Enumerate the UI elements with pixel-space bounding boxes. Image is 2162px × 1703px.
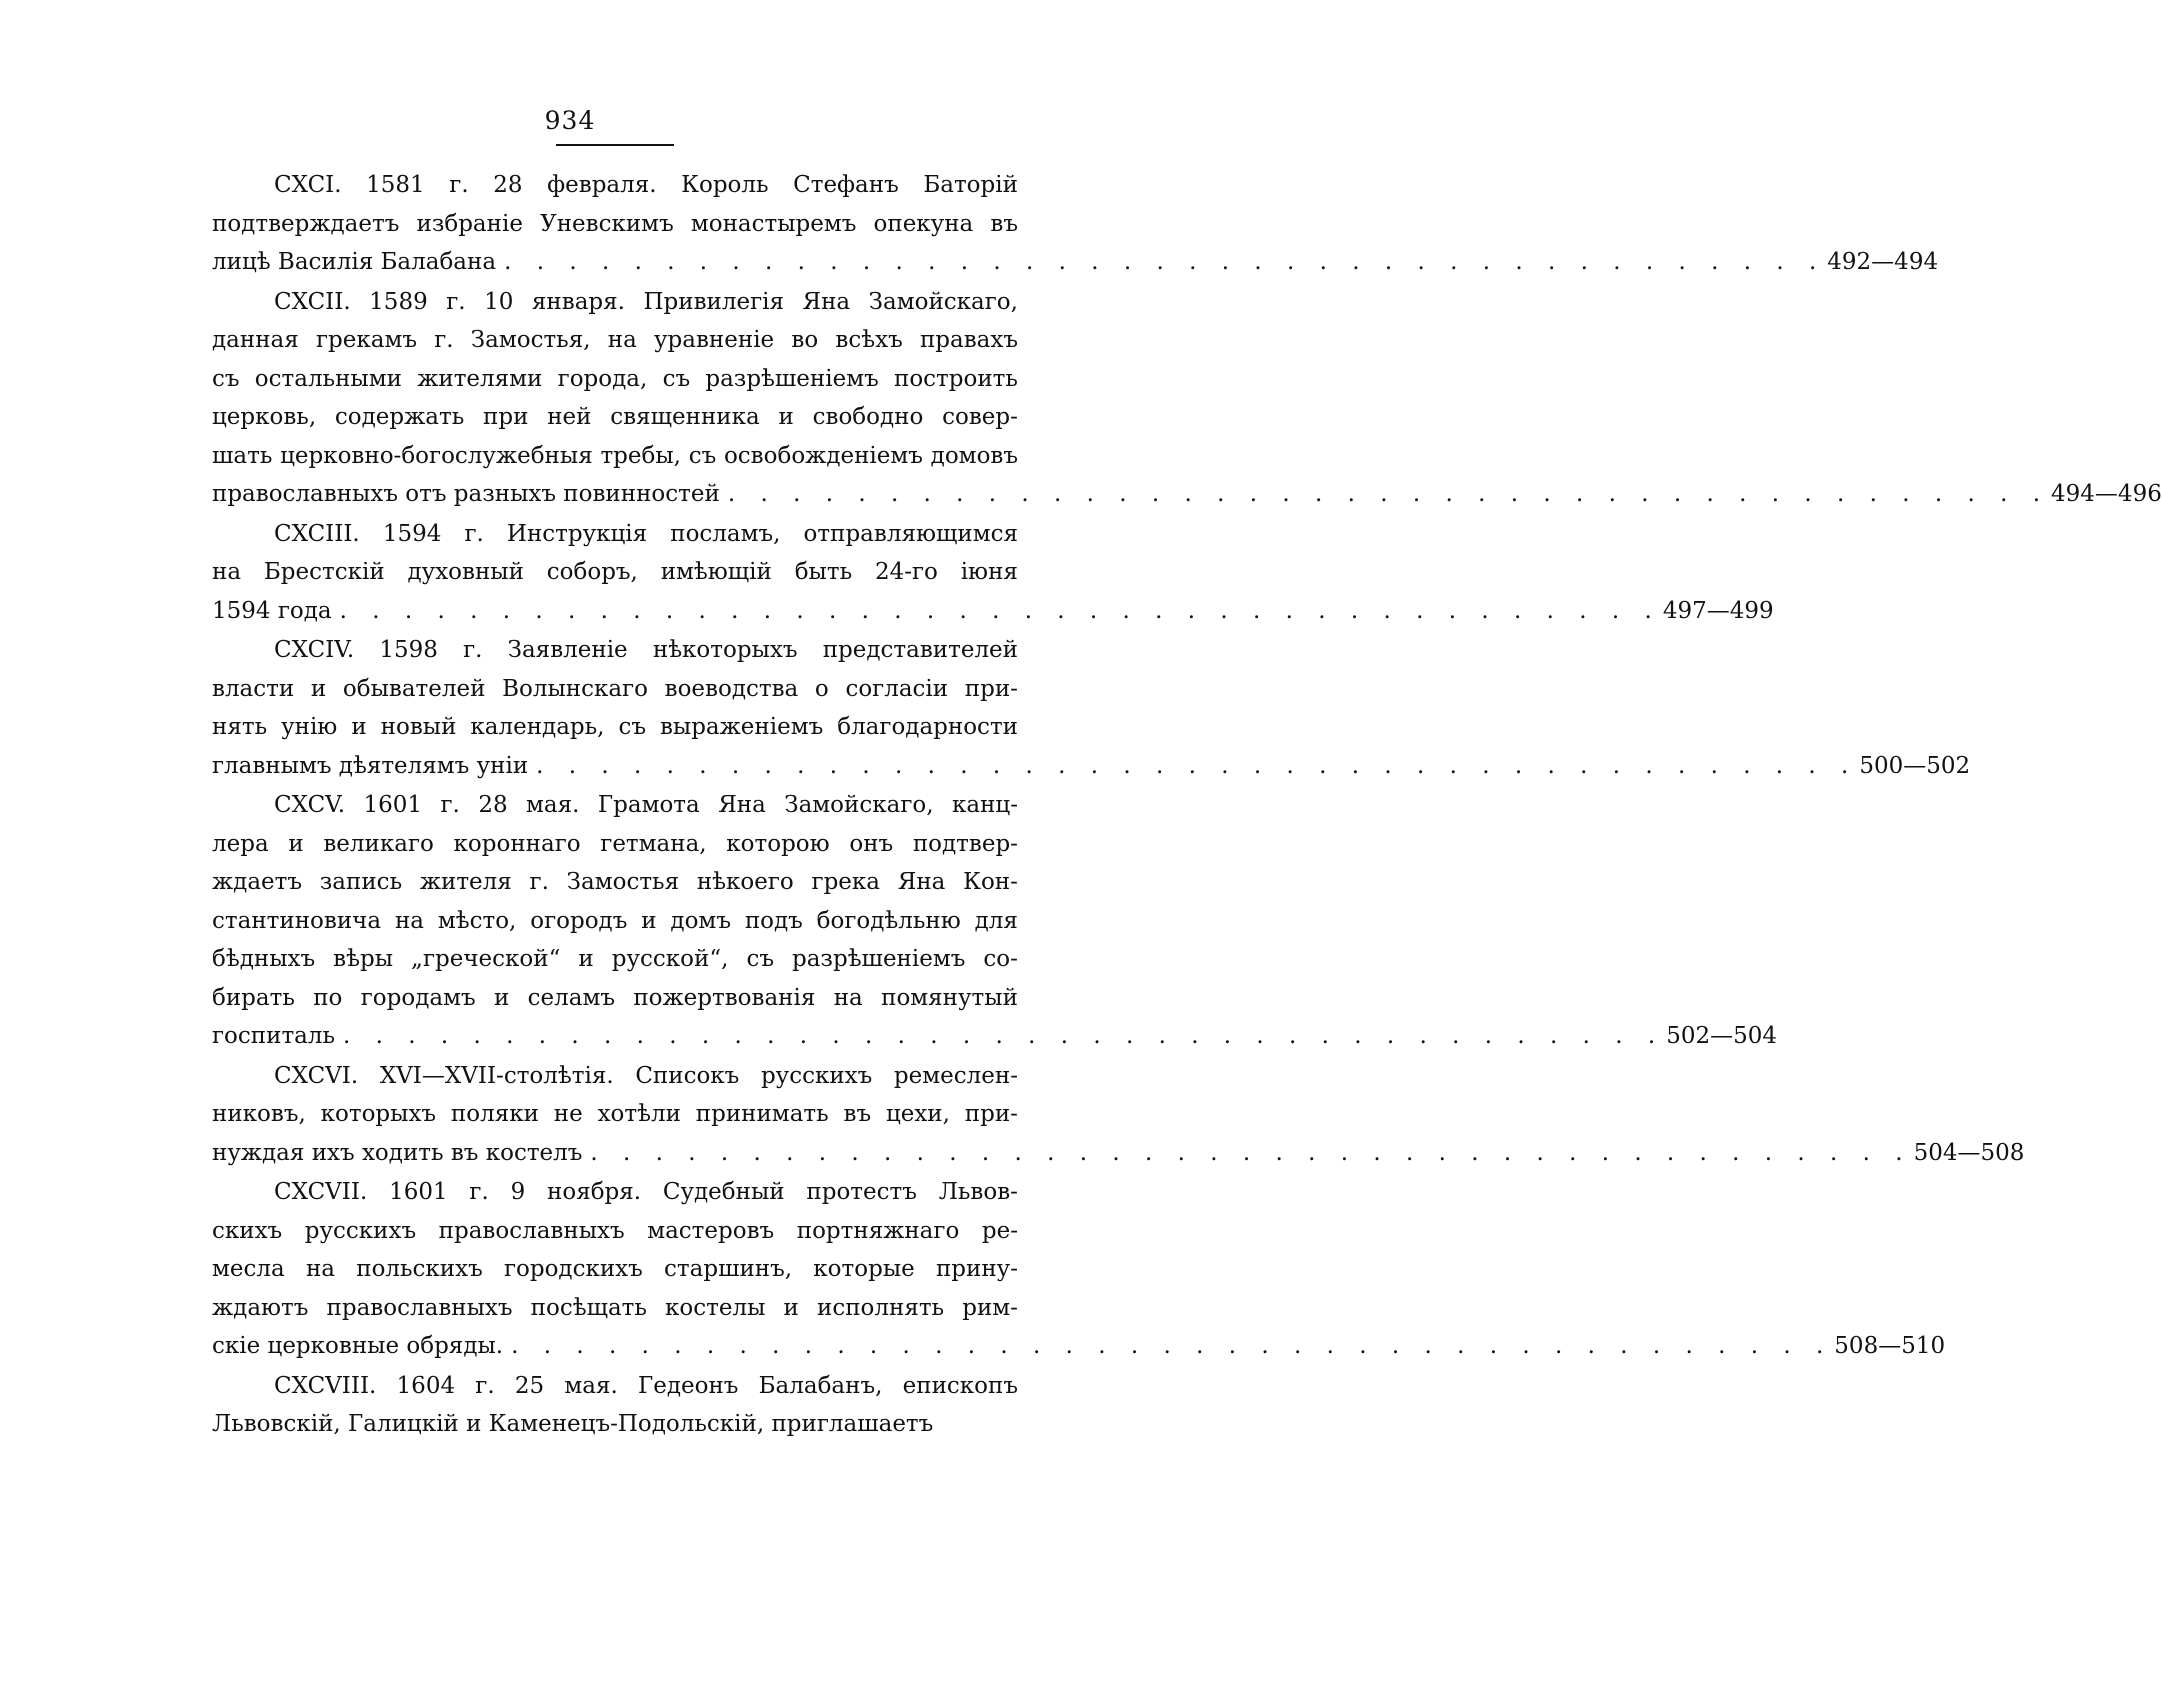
word: стантиновича: [212, 907, 382, 934]
word: Яна: [718, 792, 766, 818]
word: ремеслен-: [893, 1062, 1018, 1089]
catalogue-entries: [212, 166, 2162, 1445]
word: русскихъ: [304, 1217, 417, 1244]
word: и: [783, 1294, 799, 1321]
word: для: [974, 907, 1018, 934]
word: правахъ: [919, 327, 1018, 353]
word: г.: [475, 1372, 495, 1399]
entry-leader-line: [212, 1327, 1946, 1366]
word: г.: [529, 869, 549, 895]
page-range: 502—504: [1666, 1023, 1778, 1049]
word: іюня: [960, 559, 1018, 585]
word: 24-го: [874, 559, 938, 585]
word: Яна: [897, 869, 946, 895]
entry-heading-line: [212, 283, 1018, 322]
word: огородъ: [530, 907, 628, 934]
dot-leader: . . . . . . . . . . . . . . . . . . . . . . . . . . . . . . . . . . . . . . . . .: [590, 1139, 1912, 1166]
word: костелы: [665, 1294, 766, 1321]
page-range: 494—496: [2051, 481, 2162, 507]
word: въ: [990, 210, 1018, 237]
word: при-: [964, 675, 1018, 702]
word: освобожденіемъ: [723, 442, 923, 469]
word: г.: [469, 1179, 489, 1205]
catalogue-entry: [212, 631, 1971, 785]
word: мѣсто,: [437, 907, 517, 934]
word: которые: [813, 1256, 915, 1282]
entry-text-line: [212, 205, 1018, 244]
word: Кон-: [963, 869, 1018, 895]
entry-leader-line: [212, 747, 1971, 786]
word: бирать: [212, 984, 295, 1011]
entry-leader-line: [212, 1134, 2025, 1173]
word: великаго: [323, 830, 434, 857]
word: обывателей: [342, 675, 486, 702]
word: канц-: [951, 792, 1018, 818]
word: января.: [531, 288, 625, 315]
dot-leader: . . . . . . . . . . . . . . . . . . . . . . . . . . . . . . . . . . . . . . . . .: [343, 1023, 1665, 1049]
entry-text-line: [212, 708, 1018, 747]
word: содержать: [334, 404, 465, 430]
word: посламъ,: [670, 520, 781, 547]
word: согласіи: [845, 675, 949, 702]
word: остальными: [254, 365, 402, 392]
word: съ: [662, 365, 691, 392]
word: Замостья: [566, 869, 680, 895]
catalogue-entry: [212, 1173, 1946, 1366]
word: мастеровъ: [647, 1217, 775, 1244]
word: Яна: [802, 288, 851, 315]
entry-leader-text: 1594 года: [212, 597, 332, 624]
word: никовъ,: [212, 1101, 306, 1127]
word: старшинъ,: [664, 1256, 793, 1282]
word: подтверждаетъ: [212, 210, 400, 237]
entry-leader-text: православныхъ отъ разныхъ повинностей: [212, 481, 720, 507]
word: 28: [478, 792, 508, 818]
word: короннаго: [453, 830, 581, 857]
word: 9: [510, 1179, 526, 1205]
word: посѣщать: [530, 1294, 647, 1321]
word: исполнять: [817, 1294, 945, 1321]
catalogue-entry: [212, 166, 1939, 282]
word: русской“,: [611, 946, 729, 972]
word: на: [607, 327, 637, 353]
word: не: [553, 1101, 583, 1127]
word: епископъ: [902, 1372, 1018, 1399]
word: „греческой“: [411, 946, 561, 972]
word: церковь,: [212, 404, 317, 430]
word: уравненіе: [654, 327, 775, 353]
word: лера: [212, 830, 269, 857]
word: и: [310, 675, 327, 702]
word: CXCVIII.: [274, 1372, 377, 1399]
word: Стефанъ: [793, 172, 899, 198]
word: Брестскій: [263, 559, 385, 585]
word: новый: [380, 714, 457, 740]
entry-leader-text: скіе церковные обряды.: [212, 1333, 504, 1359]
entry-text-line: [212, 979, 1018, 1018]
entry-text-line: [212, 902, 1018, 941]
word: благодарности: [837, 714, 1018, 740]
word: бѣдныхъ: [212, 946, 316, 972]
word: выраженіемъ: [659, 714, 824, 740]
word: разрѣшеніемъ: [791, 946, 966, 972]
word: и: [493, 984, 510, 1011]
entry-text-line: [212, 1212, 1018, 1251]
word: польскихъ: [356, 1256, 483, 1282]
entry-heading-line: [212, 1367, 1018, 1406]
word: шать: [212, 442, 273, 469]
entry-text-line: [212, 398, 1018, 437]
word: селамъ: [527, 984, 615, 1011]
page-range: 508—510: [1834, 1333, 1946, 1359]
entry-text-line: [212, 553, 1018, 592]
word: CXCVI.: [274, 1062, 359, 1089]
word: принимать: [695, 1101, 829, 1127]
entry-leader-text: госпиталь: [212, 1023, 336, 1049]
word: отправляющимся: [803, 520, 1018, 547]
catalogue-entry: [212, 1367, 1018, 1444]
entry-text-line: Львовскій, Галицкій и Каменецъ-Подольскій, приглашаетъ: [212, 1411, 934, 1437]
dot-leader: . . . . . . . . . . . . . . . . . . . . . . . . . . . . . . . . . . . . . . . . .: [339, 597, 1661, 624]
entry-text-line: [212, 321, 1018, 360]
word: священника: [610, 404, 760, 430]
word: со-: [983, 946, 1018, 972]
word: духовный: [407, 559, 524, 585]
word: Король: [681, 172, 769, 198]
word: Уневскимъ: [540, 210, 674, 237]
word: опекуна: [873, 210, 974, 237]
word: и: [641, 907, 657, 934]
word: 1601: [389, 1179, 448, 1205]
page-range: 497—499: [1662, 597, 1774, 624]
word: ре-: [981, 1217, 1018, 1244]
word: 1604: [396, 1372, 456, 1399]
entry-leader-text: лицѣ Василія Балабана: [212, 249, 497, 275]
entry-text-line: [212, 863, 1018, 902]
entry-text-line: [212, 670, 1018, 709]
word: онъ: [849, 830, 894, 857]
word: ждаетъ: [212, 869, 303, 895]
word: CXCV.: [274, 792, 346, 818]
word: и: [578, 946, 594, 972]
word: унію: [281, 714, 338, 740]
word: всѣхъ: [835, 327, 903, 353]
word: монастыремъ: [690, 210, 857, 237]
word: которою: [726, 830, 830, 857]
word: Инструкція: [506, 520, 648, 547]
word: Баторій: [923, 172, 1018, 198]
word: хотѣли: [597, 1101, 681, 1127]
word: Гедеонъ: [638, 1372, 739, 1399]
word: построить: [894, 365, 1018, 392]
entry-heading-line: [212, 786, 1018, 825]
dot-leader: . . . . . . . . . . . . . . . . . . . . . . . . . . . . . . . . . . . . . . . . .: [511, 1333, 1833, 1359]
word: CXCII.: [274, 288, 351, 315]
entry-heading-line: [212, 515, 1018, 554]
entry-text-line: [212, 1289, 1018, 1328]
word: съ: [212, 365, 240, 392]
word: 10: [484, 288, 514, 315]
word: февраля.: [547, 172, 657, 198]
word: данная: [212, 327, 299, 353]
word: съ: [688, 442, 717, 469]
word: г.: [440, 792, 460, 818]
page-number: 934: [544, 106, 596, 135]
catalogue-entry: [212, 283, 2162, 514]
word: нѣкоторыхъ: [652, 637, 798, 663]
dot-leader: . . . . . . . . . . . . . . . . . . . . . . . . . . . . . . . . . . . . . . . . .: [504, 249, 1826, 275]
word: русскихъ: [760, 1062, 873, 1089]
entry-heading-line: [212, 1057, 1018, 1096]
word: города,: [557, 365, 648, 392]
word: 1589: [369, 288, 428, 315]
page-range: 504—508: [1913, 1139, 2025, 1166]
entry-heading-line: [212, 1173, 1018, 1212]
word: Львов-: [938, 1179, 1018, 1205]
word: которыхъ: [320, 1101, 437, 1127]
word: протестъ: [806, 1179, 917, 1205]
entry-text-line: [212, 437, 1018, 476]
word: грекамъ: [315, 327, 417, 353]
word: ноября.: [547, 1179, 642, 1205]
word: рим-: [962, 1294, 1018, 1321]
entry-leader-text: главнымъ дѣятелямъ уніи: [212, 752, 529, 779]
word: о: [814, 675, 829, 702]
entry-text-line: [212, 1095, 1018, 1134]
word: Балабанъ,: [758, 1372, 883, 1399]
word: Списокъ: [635, 1062, 740, 1089]
word: мая.: [526, 792, 580, 818]
word: XVI—XVII-столѣтія.: [379, 1062, 614, 1089]
word: Привилегія: [643, 288, 785, 315]
word: Замойскаго,: [784, 792, 934, 818]
word: нѣкоего: [696, 869, 794, 895]
word: разрѣшеніемъ: [705, 365, 879, 392]
word: городскихъ: [503, 1256, 643, 1282]
entry-leader-text: нуждая ихъ ходить въ костелъ: [212, 1139, 583, 1166]
word: жителями: [417, 365, 543, 392]
entry-text-line: [212, 825, 1018, 864]
word: церковно-богослужебныя: [280, 442, 593, 469]
word: на: [394, 907, 424, 934]
word: Заявленіе: [507, 637, 628, 663]
page-number-rule: [556, 144, 674, 146]
word: 1598: [379, 637, 438, 663]
word: домъ: [670, 907, 731, 934]
word: на: [305, 1256, 335, 1282]
word: календарь,: [470, 714, 605, 740]
entry-heading-line: [212, 631, 1018, 670]
dot-leader: . . . . . . . . . . . . . . . . . . . . . . . . . . . . . . . . . . . . . . . . .: [536, 752, 1858, 779]
word: при-: [964, 1101, 1018, 1127]
word: CXCIV.: [274, 637, 355, 663]
word: съ: [618, 714, 646, 740]
word: богодѣльню: [816, 907, 961, 934]
word: скихъ: [212, 1217, 283, 1244]
word: Замостья,: [470, 327, 591, 353]
word: г.: [463, 637, 483, 663]
word: власти: [212, 675, 295, 702]
word: имѣющій: [660, 559, 772, 585]
word: въ: [843, 1101, 872, 1127]
page-range: 500—502: [1859, 752, 1971, 779]
entry-heading-line: [212, 166, 1018, 205]
word: и: [778, 404, 794, 430]
word: городамъ: [360, 984, 476, 1011]
word: Замойскаго,: [868, 288, 1018, 315]
word: ней: [547, 404, 592, 430]
word: цехи,: [885, 1101, 950, 1127]
word: на: [833, 984, 863, 1011]
entry-leader-line: [212, 475, 2162, 514]
word: 1594: [382, 520, 442, 547]
entry-text-line: [212, 360, 1018, 399]
word: подъ: [744, 907, 803, 934]
word: Судебный: [662, 1179, 785, 1205]
word: при: [483, 404, 529, 430]
entry-leader-line: [212, 592, 1774, 631]
word: пожертвованія: [633, 984, 816, 1011]
word: 28: [493, 172, 523, 198]
word: по: [313, 984, 343, 1011]
catalogue-entry: [212, 515, 1774, 631]
word: во: [791, 327, 819, 353]
word: Волынскаго: [502, 675, 648, 702]
word: домовъ: [930, 442, 1018, 469]
word: православныхъ: [326, 1294, 513, 1321]
word: портняжнаго: [796, 1217, 960, 1244]
word: съ: [746, 946, 774, 972]
word: месла: [212, 1256, 285, 1282]
word: помянутый: [881, 984, 1018, 1011]
word: г.: [434, 327, 454, 353]
word: подтвер-: [912, 830, 1018, 857]
word: на: [212, 559, 242, 585]
word: г.: [449, 172, 469, 198]
word: 1601: [363, 792, 423, 818]
word: Грамота: [597, 792, 700, 818]
entry-text-line: [212, 940, 1018, 979]
word: соборъ,: [546, 559, 638, 585]
word: 25: [514, 1372, 545, 1399]
word: избраніе: [416, 210, 523, 237]
word: вѣры: [333, 946, 394, 972]
word: г.: [464, 520, 484, 547]
word: быть: [794, 559, 853, 585]
word: и: [288, 830, 304, 857]
word: прину-: [935, 1256, 1018, 1282]
word: CXCIII.: [274, 520, 360, 547]
entry-text-line: [212, 1250, 1018, 1289]
page-range: 492—494: [1827, 249, 1939, 275]
entry-leader-line: [212, 243, 1939, 282]
word: и: [351, 714, 367, 740]
entry-leader-line: [212, 1017, 1778, 1056]
word: запись: [319, 869, 403, 895]
word: требы,: [600, 442, 681, 469]
word: мая.: [564, 1372, 618, 1399]
word: православныхъ: [438, 1217, 625, 1244]
catalogue-entry: [212, 1057, 2025, 1173]
word: воеводства: [664, 675, 799, 702]
dot-leader: . . . . . . . . . . . . . . . . . . . . . . . . . . . . . . . . . . . . . . . . .: [727, 481, 2050, 507]
word: совер-: [942, 404, 1018, 430]
word: CXCI.: [274, 172, 342, 198]
word: г.: [446, 288, 466, 315]
word: гетмана,: [600, 830, 707, 857]
word: грека: [811, 869, 881, 895]
word: ждаютъ: [212, 1294, 309, 1321]
word: жителя: [419, 869, 512, 895]
word: нять: [212, 714, 268, 740]
word: CXCVII.: [274, 1179, 368, 1205]
word: представителей: [822, 637, 1018, 663]
word: свободно: [812, 404, 924, 430]
word: поляки: [450, 1101, 539, 1127]
catalogue-entry: [212, 786, 1778, 1056]
word: 1581: [366, 172, 425, 198]
